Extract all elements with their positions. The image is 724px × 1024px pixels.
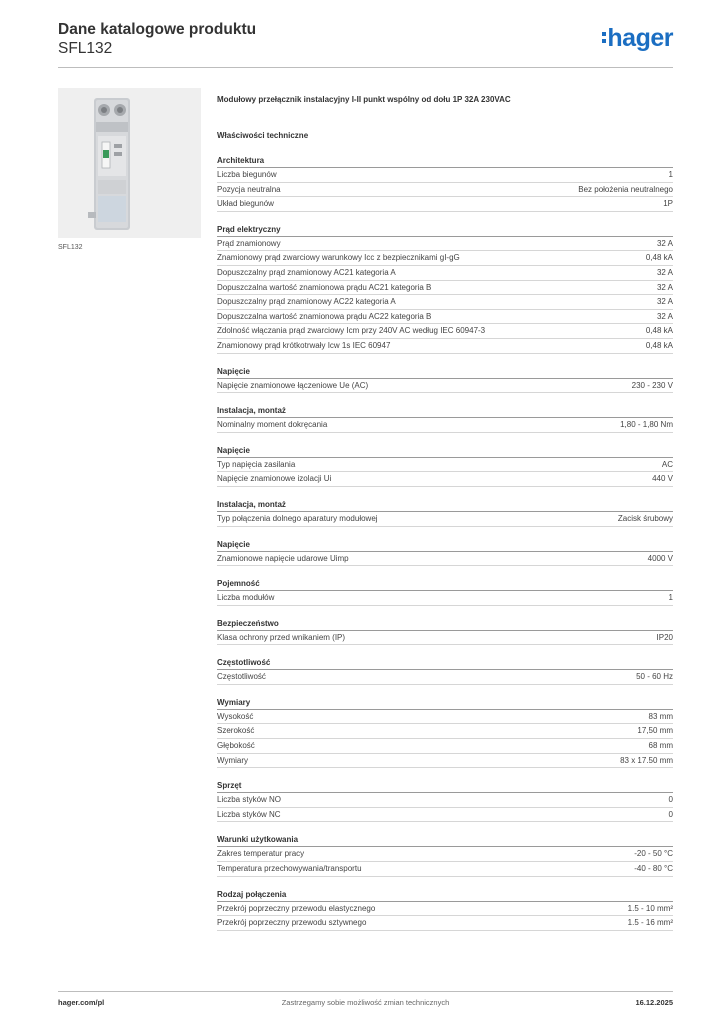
spec-row: [217, 281, 673, 296]
spec-section: [217, 404, 673, 433]
spec-section: [217, 656, 673, 685]
spec-value: 32 A: [656, 267, 673, 277]
spec-label: Zakres temperatur pracy: [217, 849, 305, 859]
spec-value: 1.5 - 10 mm²: [627, 903, 673, 913]
section-title: Bezpieczeństwo: [217, 617, 673, 631]
image-caption: SFL132: [58, 244, 83, 251]
spec-value: IP20: [656, 632, 673, 642]
spec-value: 50 - 60 Hz: [636, 672, 673, 682]
spec-row: [217, 266, 673, 281]
logo-text: hager: [607, 24, 673, 52]
spec-section: [217, 696, 673, 768]
spec-value: -20 - 50 °C: [634, 849, 673, 859]
spec-row: [217, 724, 673, 739]
spec-label: Zdolność włączania prąd zwarciowy Icm przy 240V AC według IEC 60947-3: [217, 326, 486, 336]
spec-label: Wysokość: [217, 711, 254, 721]
properties-heading: Właściwości techniczne: [217, 131, 309, 140]
spec-value: 83 x 17.50 mm: [620, 755, 673, 765]
spec-section: [217, 154, 673, 212]
product-description: Modułowy przełącznik instalacyjny I-II punkt wspólny od dołu 1P 32A 230VAC: [217, 95, 511, 104]
spec-label: Dopuszczalny prąd znamionowy AC22 kategoria A: [217, 297, 396, 307]
footer-notice: Zastrzegamy sobie możliwość zmian technicznych: [281, 998, 450, 1007]
spec-label: Głębokość: [217, 741, 255, 751]
spec-row: [217, 631, 673, 646]
spec-value: 0,48 kA: [645, 253, 673, 263]
spec-row: [217, 251, 673, 266]
spec-row: [217, 754, 673, 769]
page-footer: [58, 998, 673, 1010]
spec-value: 230 - 230 V: [631, 380, 673, 390]
spec-section: [217, 538, 673, 567]
spec-label: Dopuszczalna wartość znamionowa prądu AC21 kategoria B: [217, 282, 432, 292]
spec-value: 440 V: [652, 474, 673, 484]
section-title: Sprzęt: [217, 779, 673, 793]
spec-value: AC: [661, 459, 673, 469]
section-title: Warunki użytkowania: [217, 833, 673, 847]
spec-sections: [217, 154, 673, 931]
product-image: [58, 88, 201, 238]
document-title: Dane katalogowe produktu: [58, 21, 257, 38]
header-divider: [58, 67, 673, 68]
spec-value: 1: [668, 170, 673, 179]
section-title: Instalacja, montaż: [217, 404, 673, 418]
spec-value: 0: [668, 809, 673, 819]
spec-label: Pozycja neutralna: [217, 184, 281, 194]
spec-value: 32 A: [656, 297, 673, 307]
spec-section: [217, 617, 673, 646]
spec-section: [217, 577, 673, 606]
spec-row: [217, 472, 673, 487]
spec-label: Znamionowy prąd zwarciowy warunkowy Icc z bezpiecznikami gI-gG: [217, 253, 460, 263]
spec-value: 1,80 - 1,80 Nm: [620, 420, 673, 430]
spec-row: [217, 739, 673, 754]
spec-value: 4000 V: [647, 553, 673, 563]
spec-value: 0,48 kA: [645, 340, 673, 350]
spec-value: 17,50 mm: [637, 726, 673, 736]
spec-row: [217, 168, 673, 183]
spec-label: Liczba biegunów: [217, 170, 277, 179]
spec-row: [217, 902, 673, 917]
spec-row: [217, 418, 673, 433]
spec-value: 1.5 - 16 mm²: [627, 918, 673, 928]
section-title: Instalacja, montaż: [217, 498, 673, 512]
spec-section: [217, 498, 673, 527]
spec-value: 68 mm: [648, 741, 673, 751]
spec-row: [217, 552, 673, 567]
spec-value: 1P: [663, 199, 673, 209]
spec-row: [217, 862, 673, 877]
spec-section: [217, 365, 673, 394]
spec-label: Dopuszczalny prąd znamionowy AC21 kategoria A: [217, 267, 396, 277]
spec-value: Bez położenia neutralnego: [578, 184, 673, 194]
spec-section: [217, 444, 673, 487]
spec-label: Liczba styków NO: [217, 795, 282, 805]
section-title: Pojemność: [217, 577, 673, 591]
spec-row: [217, 710, 673, 725]
spec-row: [217, 339, 673, 354]
spec-row: [217, 847, 673, 862]
logo-dots-icon: [602, 29, 606, 46]
spec-value: 0,48 kA: [645, 326, 673, 336]
spec-row: [217, 310, 673, 325]
spec-row: [217, 808, 673, 823]
spec-row: [217, 512, 673, 527]
spec-label: Dopuszczalna wartość znamionowa prądu AC22 kategoria B: [217, 311, 432, 321]
section-title: Napięcie: [217, 538, 673, 552]
spec-row: [217, 591, 673, 606]
spec-value: 0: [668, 795, 673, 805]
spec-value: -40 - 80 °C: [634, 864, 673, 874]
spec-label: Typ napięcia zasilania: [217, 459, 296, 469]
spec-row: [217, 379, 673, 394]
section-title: Częstotliwość: [217, 656, 673, 670]
spec-section: [217, 223, 673, 354]
spec-label: Częstotliwość: [217, 672, 266, 682]
section-title: Prąd elektryczny: [217, 223, 673, 237]
spec-label: Typ połączenia dolnego aparatury modułowej: [217, 513, 378, 523]
spec-row: [217, 237, 673, 252]
page-header: [58, 20, 256, 58]
spec-row: [217, 670, 673, 685]
spec-label: Napięcie znamionowe łączeniowe Ue (AC): [217, 380, 369, 390]
section-title: Rodzaj połączenia: [217, 888, 673, 902]
circuit-switch-icon: [58, 88, 201, 238]
spec-section: [217, 833, 673, 876]
spec-label: Liczba modułów: [217, 593, 275, 603]
hager-logo: [602, 24, 673, 52]
spec-value: 32 A: [656, 311, 673, 321]
spec-label: Szerokość: [217, 726, 255, 736]
spec-label: Wymiary: [217, 755, 249, 765]
spec-row: [217, 916, 673, 931]
footer-divider: [58, 991, 673, 992]
spec-row: [217, 295, 673, 310]
spec-section: [217, 779, 673, 822]
spec-row: [217, 793, 673, 808]
spec-label: Napięcie znamionowe izolacji Ui: [217, 474, 332, 484]
spec-value: 32 A: [656, 282, 673, 292]
spec-label: Liczba styków NC: [217, 809, 281, 819]
section-title: Napięcie: [217, 365, 673, 379]
spec-label: Prąd znamionowy: [217, 238, 281, 248]
spec-label: Układ biegunów: [217, 199, 274, 209]
spec-row: [217, 458, 673, 473]
spec-row: [217, 197, 673, 212]
section-title: Napięcie: [217, 444, 673, 458]
section-title: Architektura: [217, 154, 673, 168]
spec-value: 1: [668, 593, 673, 603]
spec-label: Przekrój poprzeczny przewodu elastycznego: [217, 903, 376, 913]
spec-row: [217, 183, 673, 198]
spec-label: Nominalny moment dokręcania: [217, 420, 328, 430]
spec-value: 83 mm: [648, 711, 673, 721]
spec-row: [217, 324, 673, 339]
footer-date: 16.12.2025: [635, 998, 673, 1007]
spec-value: 32 A: [656, 238, 673, 248]
footer-url-link[interactable]: hager.com/pl: [58, 998, 105, 1007]
spec-value: Zacisk śrubowy: [617, 513, 673, 523]
spec-label: Temperatura przechowywania/transportu: [217, 864, 362, 874]
spec-label: Znamionowe napięcie udarowe Uimp: [217, 553, 349, 563]
section-title: Wymiary: [217, 696, 673, 710]
product-code: SFL132: [58, 40, 113, 57]
spec-label: Przekrój poprzeczny przewodu sztywnego: [217, 918, 367, 928]
spec-label: Klasa ochrony przed wnikaniem (IP): [217, 632, 346, 642]
spec-content: [217, 94, 673, 942]
spec-section: [217, 888, 673, 931]
spec-label: Znamionowy prąd krótkotrwały Icw 1s IEC 60947: [217, 340, 391, 350]
